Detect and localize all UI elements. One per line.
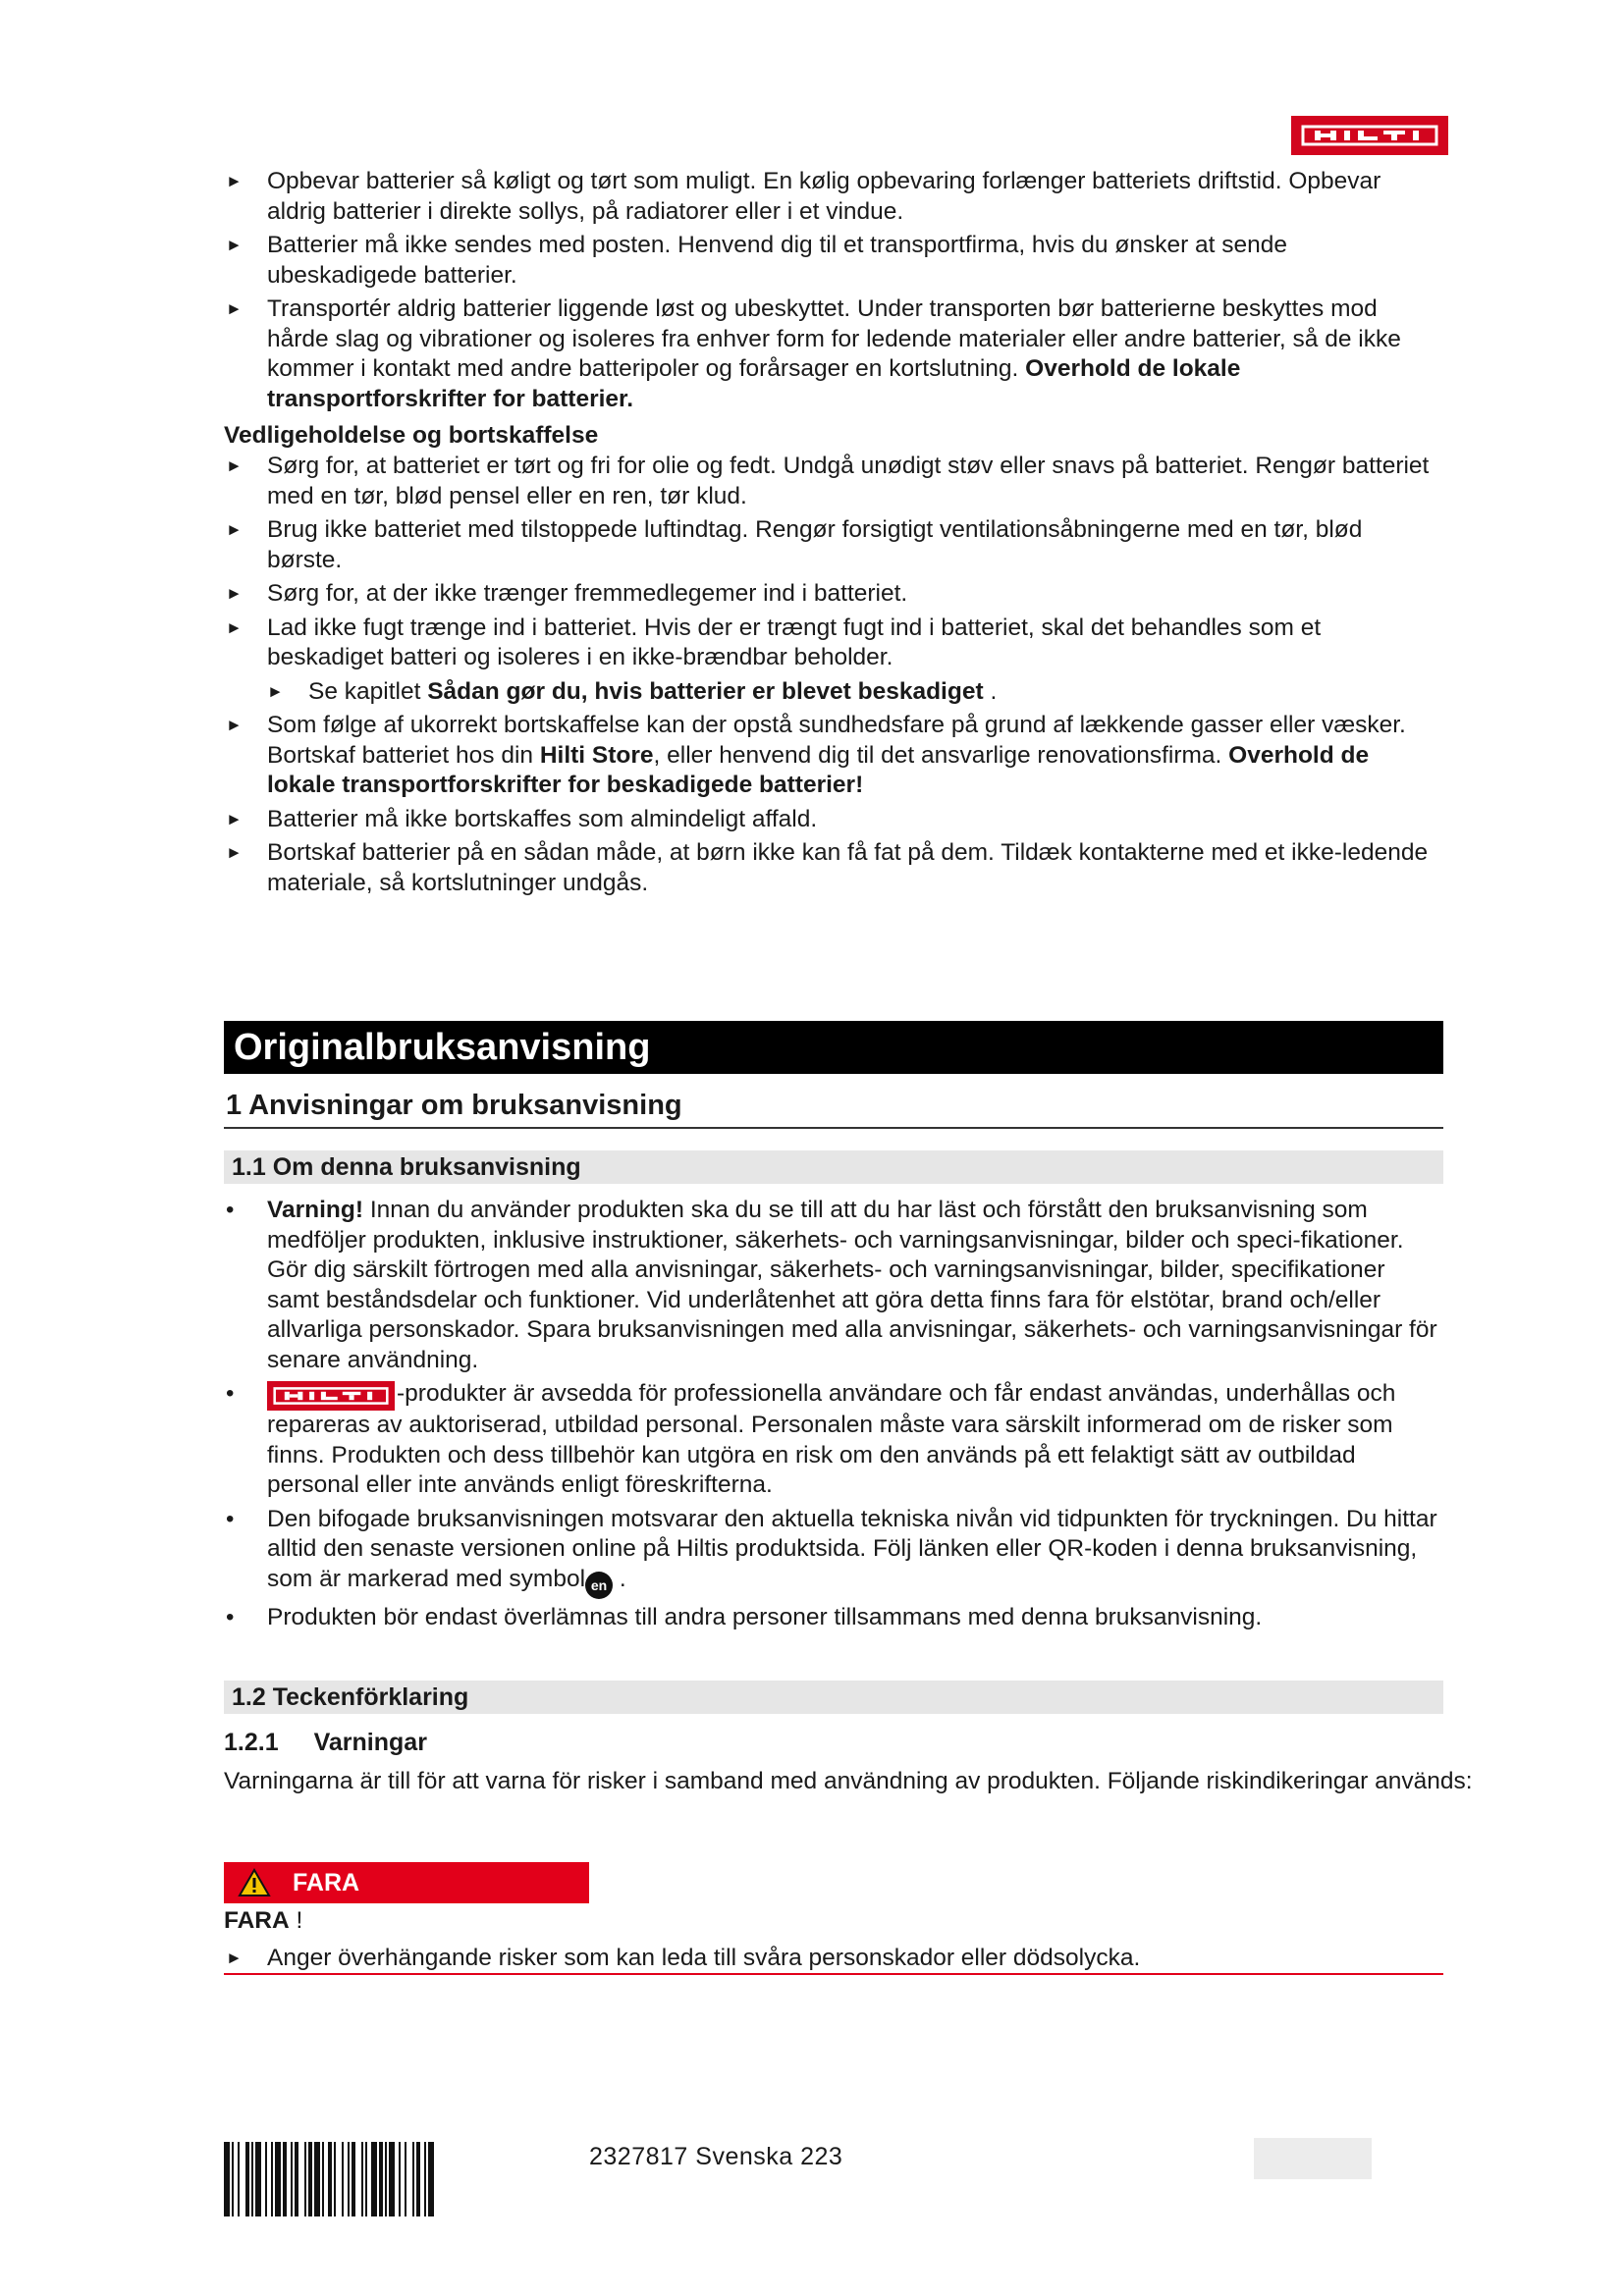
hilti-logo-mark <box>1301 125 1438 146</box>
triangle-bullet-icon: ► <box>226 843 243 862</box>
barcode-bar <box>322 2142 324 2216</box>
barcode-bar <box>328 2142 332 2216</box>
online-manual-symbol-icon: en <box>585 1572 613 1599</box>
barcode-bar <box>385 2142 387 2216</box>
sub-list-item: ► Se kapitlet Sådan gør du, hvis batterier er blevet beskadiget . <box>224 677 1443 708</box>
chapter-reference: Sådan gør du, hvis batterier er blevet beskadiget <box>427 677 984 705</box>
warning-triangle-icon <box>238 1868 271 1897</box>
barcode-bar <box>314 2142 320 2216</box>
list-item: ► Sørg for, at der ikke trænger fremmedlegemer ind i batteriet. <box>224 579 1443 610</box>
barcode-bar <box>232 2142 234 2216</box>
list-item: ► Brug ikke batteriet med tilstoppede luftindtag. Rengør forsigtigt ventilationsåbningerne med en tør, blød børste. <box>226 516 1363 573</box>
triangle-bullet-icon: ► <box>226 809 243 828</box>
barcode-bar <box>428 2142 434 2216</box>
footer-grey-box <box>1254 2138 1372 2179</box>
maintenance-heading: Vedligeholdelse og bortskaffelse <box>224 422 599 449</box>
list-item: ► Som følge af ukorrekt bortskaffelse kan der opstå sundhedsfare på grund af lækkende gasser eller væsker. Bortskaf batteriet hos din Hilti Store, eller henvend dig til det ansvarlige renovationsfirma. Overhold de lokale transportforskrifter for beskadigede batterier! <box>226 712 1406 798</box>
danger-divider <box>224 1973 1443 1975</box>
triangle-bullet-icon: ► <box>226 520 243 539</box>
barcode-bar <box>424 2142 426 2216</box>
about-manual <box>224 1196 1443 1636</box>
storage-list <box>224 167 1443 414</box>
danger-label: FARA <box>293 1869 360 1896</box>
barcode-bar <box>361 2142 363 2216</box>
bullet-dot-icon: • <box>226 1197 235 1223</box>
barcode-bar <box>405 2142 406 2216</box>
list-item: ► Bortskaf batterier på en sådan måde, at børn ikke kan få fat på dem. Tildæk kontakterne med et ikke-ledende materiale, så kortslutninger undgås. <box>226 839 1429 896</box>
barcode-bar <box>389 2142 395 2216</box>
list-item: • Den bifogade bruksanvisningen motsvarar den aktuella tekniska nivån vid tidpunkten för tryckningen. Du hittar alltid den senaste versionen online på Hiltis produktsida. Följ länken eller QR-koden i denna bruksanvisning, som är markerad med symbol en . <box>224 1505 1443 1599</box>
section-banner: Originalbruksanvisning <box>224 1021 1443 1074</box>
bullet-dot-icon: • <box>226 1603 235 1630</box>
barcode-bar <box>352 2142 355 2216</box>
barcode-bar <box>265 2142 267 2216</box>
list-item: ► Opbevar batterier så køligt og tørt som muligt. En kølig opbevaring forlænger batteriets driftstid. Opbevar aldrig batterier i direkte sollys, på radiatorer eller i et vindue. <box>226 168 1381 225</box>
barcode-bar <box>371 2142 377 2216</box>
list-item: • Varning! Innan du använder produkten ska du se till att du har läst och förstått den bruksanvisning som medföljer produkten, inklusive instruktioner, säkerhets- och varningsanvisningar, bilder och speci-fikationer. Gör dig särskilt förtrogen med alla anvisningar, säkerhets- och varningsanvisningar, bilder, specifikationer samt beståndsdelar och funktioner. Vid underlåtenhet att göra detta finns fara för elstötar, brand och/eller allvarliga personskador. Spara bruksanvisningen med alla anvisningar, säkerhets- och varningsanvisningar för senare användning. <box>226 1197 1437 1373</box>
barcode-bar <box>275 2142 281 2216</box>
barcode-bar <box>308 2142 312 2216</box>
about-list <box>224 1196 1443 1632</box>
barcode-bar <box>334 2142 336 2216</box>
maintenance-list <box>224 452 1443 898</box>
barcode-bar <box>342 2142 344 2216</box>
barcode-bar <box>255 2142 261 2216</box>
hilti-logo <box>1291 116 1448 155</box>
barcode-bar <box>245 2142 249 2216</box>
list-item: • Produkten bör endast överlämnas till andra personer tillsammans med denna bruksanvisning. <box>224 1603 1443 1633</box>
hilti-inline-logo <box>267 1381 395 1411</box>
list-item: ► Batterier må ikke bortskaffes som almindeligt affald. <box>224 805 1443 835</box>
barcode-bar <box>304 2142 306 2216</box>
list-item: ► Batterier må ikke sendes med posten. Henvend dig til et transportfirma, hvis du ønsker at sende ubeskadigede batterier. <box>226 232 1288 289</box>
bullet-dot-icon: • <box>226 1505 235 1532</box>
barcode-bar <box>291 2142 293 2216</box>
bullet-dot-icon: • <box>226 1380 235 1407</box>
chapter-heading: 1 Anvisningar om bruksanvisning <box>224 1084 1443 1129</box>
barcode-bar <box>271 2142 273 2216</box>
triangle-bullet-icon: ► <box>267 681 284 701</box>
barcode-bar <box>238 2142 240 2216</box>
danger-label-bar <box>224 1862 589 1903</box>
danish-section <box>224 167 1443 902</box>
triangle-bullet-icon: ► <box>226 172 243 190</box>
warnings-intro: Varningarna är till för att varna för risker i samband med användning av produkten. Följande riskindikeringar används: <box>224 1768 1473 1794</box>
danger-heading: FARA ! <box>224 1907 303 1934</box>
subsubsection-heading: 1.2.1 Varningar <box>224 1729 427 1756</box>
triangle-bullet-icon: ► <box>226 299 243 318</box>
triangle-bullet-icon: ► <box>226 456 243 475</box>
barcode-bar <box>365 2142 367 2216</box>
barcode-bar <box>295 2142 298 2216</box>
barcode <box>224 2142 560 2216</box>
list-item: ► Transportér aldrig batterier liggende løst og ubeskyttet. Under transporten bør batterierne beskyttes mod hårde slag og vibrationer og isoleres fra enhver form for ledende materialer eller andre batterier, så de ikke kommer i kontakt med andre batteripoler og forårsager en kortslutning. Overhold de lokale transportforskrifter for batterier. <box>226 295 1401 412</box>
barcode-bar <box>251 2142 253 2216</box>
triangle-bullet-icon: ► <box>226 1949 243 1967</box>
triangle-bullet-icon: ► <box>226 716 243 734</box>
subsection-heading: 1.2 Teckenförklaring <box>224 1681 1443 1714</box>
barcode-bar <box>412 2142 414 2216</box>
triangle-bullet-icon: ► <box>226 236 243 254</box>
barcode-bar <box>348 2142 350 2216</box>
list-item: ► Lad ikke fugt trænge ind i batteriet. Hvis der er trængt fugt ind i batteriet, skal det behandles som et beskadiget batteri og isoleres i en ikke-brændbar beholder. <box>226 614 1322 670</box>
barcode-bar <box>224 2142 230 2216</box>
barcode-bar <box>399 2142 401 2216</box>
triangle-bullet-icon: ► <box>226 617 243 637</box>
list-item: ► Sørg for, at batteriet er tørt og fri for olie og fedt. Undgå unødigt støv eller snavs på batteriet. Rengør batteriet med en tør, blød pensel eller en ren, tør klud. <box>226 453 1430 509</box>
subsection-heading: 1.1 Om denna bruksanvisning <box>224 1150 1443 1184</box>
list-item: ► Anger överhängande risker som kan leda till svåra personskador eller dödsolycka. <box>224 1944 1443 1974</box>
barcode-bar <box>283 2142 287 2216</box>
barcode-bar <box>379 2142 383 2216</box>
triangle-bullet-icon: ► <box>226 584 243 603</box>
barcode-bar <box>416 2142 420 2216</box>
footer-page-info: 2327817 Svenska 223 <box>589 2143 843 2170</box>
list-item: • -produkter är avsedda för professionella användare och får endast användas, underhållas och repareras av auktoriserad, utbildad personal. Personalen måste vara särskilt informerad om de risker som finns. Produkten och dess tillbehör kan utgöra en risk om den används på ett felaktigt sätt av outbildad personal eller inte används enligt föreskrifterna. <box>226 1380 1396 1498</box>
